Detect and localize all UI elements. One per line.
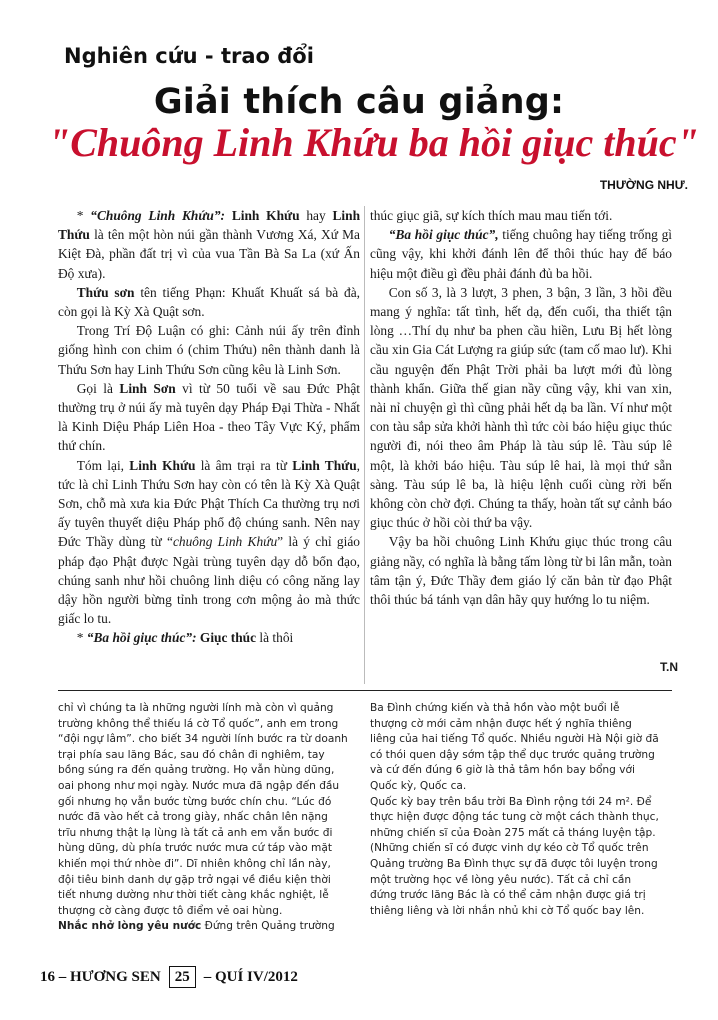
text-run: Gọi là (76, 380, 120, 396)
paragraph (370, 532, 672, 609)
text-run: là tên một hòn núi gần thành Vương Xá, Xứ Ma Kiệt Đà, phần đất trị vì của vua Tần Bà Sa La (xứ Ấn Độ xưa). (58, 227, 360, 281)
article-title-line1: Giải thích câu giảng: (153, 82, 565, 122)
text-run: Quốc kỳ bay trên bầu trời Ba Đình rộng tới 24 m². Để thực hiện được động tác tung cờ một cách thành thục, những chiến sĩ của Đoàn 275 mất cả tháng luyện tập. (370, 795, 659, 839)
page-footer (40, 966, 298, 988)
bottom-column-right (370, 701, 660, 919)
text-run: (Những chiến sĩ có được vinh dự kéo cờ Tổ quốc trên Quảng trường Ba Đình thực sự đã được tôi luyện trong một trường học về lòng yêu nước). Tất cả chỉ cần đứng trước lăng Bác là có thể cảm nhận được giá trị thiêng liêng và lời nhắn nhủ khi cờ Tổ quốc bay lên. (370, 842, 658, 917)
paragraph (58, 206, 360, 283)
paragraph (58, 379, 360, 456)
text-run: Đứng trên Quảng trường (201, 920, 335, 933)
text-run: , tức là chỉ Linh Thứu Sơn hay còn có tên là Kỳ Xà Quật Sơn, chỗ mà xưa kia Đức Phật Thích Ca thường trụ nơi ấy tuyên thuyết diệu Pháp phổ độ chúng sanh. Nên nay Đức Thầy dùng từ “ (58, 457, 360, 550)
text-run: ” là ý chỉ giáo pháp đạo Phật được Ngài trùng tuyên dạy dỗ bổn đạo, chúng sanh như hồi chuông linh diệu có công năng lay dậy hồn người bừng tỉnh trong cơn mộng ảo mà thức giấc lo tu. (58, 534, 360, 627)
author-name: THƯỜNG NHƯ. (599, 178, 688, 192)
text-run: Giục thúc (199, 630, 257, 646)
text-run: Nhắc nhở lòng yêu nước (58, 920, 202, 933)
text-run: Linh Khứu (129, 457, 196, 473)
article-signature: T.N (660, 660, 678, 674)
footer-right: – QUÍ IV/2012 (203, 968, 298, 985)
paragraph (58, 628, 360, 647)
footer-left: 16 – HƯƠNG SEN (40, 968, 161, 985)
text-run: tiếng chuông hay tiếng trống gì cũng vậy, khi khởi đánh lên để thôi thúc hay để báo hiệu một điều gì đều phải đánh đủ ba hồi. (370, 227, 672, 281)
text-run: “Ba hồi giục thúc”: (86, 630, 197, 646)
text-run: vì từ 50 tuổi về sau Đức Phật thường trụ ở núi ấy mà tuyên dạy Pháp Đại Thừa - Nhất là Kinh Diệu Pháp Liên Hoa - theo Tây Vực Ký, phẩm thứ chín. (58, 380, 360, 454)
text-run: chuông Linh Khứu (172, 534, 278, 550)
section-heading: Nghiên cứu - trao đổi (64, 44, 314, 68)
paragraph (370, 795, 660, 842)
paragraph (370, 701, 660, 795)
column-divider (364, 206, 365, 684)
text-run: “Chuông Linh Khứu”: (90, 208, 226, 223)
text-run: thúc giục giã, sự kích thích mau mau tiến tới. (370, 208, 613, 223)
text-run: là âm trại ra từ (195, 457, 293, 473)
article-title-line2: "Chuông Linh Khứu ba hồi giục thúc" (48, 120, 699, 165)
text-run: Linh Sơn (119, 380, 176, 396)
text-run: là thôi (256, 630, 294, 646)
paragraph (58, 456, 360, 629)
text-run: Linh Thứu (58, 208, 361, 243)
paragraph (370, 283, 672, 533)
text-run: Vậy ba hồi chuông Linh Khứu giục thúc trong câu giảng nầy, có nghĩa là bằng tấm lòng từ bi lân mẫn, toàn tâm tận ý, Đức Thầy đem giáo lý căn bản từ đạo Phật thôi thúc bá tánh vạn dân hãy quy hướng lo tu niệm. (370, 534, 672, 608)
paragraph (370, 841, 660, 919)
paragraph (58, 919, 348, 935)
text-run: Trong Trí Độ Luận có ghi: Cảnh núi ấy trên đỉnh giống hình con chim ó (chim Thứu) nên thành danh là Thứu Sơn hay Linh Thứu Sơn cũng kêu là Linh Sơn. (58, 323, 360, 377)
paragraph (58, 701, 348, 919)
text-run (225, 208, 232, 223)
bottom-column-left (58, 701, 348, 935)
text-run: Ba Đình chứng kiến và thả hồn vào một buổi lễ thượng cờ mới cảm nhận được hết ý nghĩa thiêng liêng của hai tiếng Tổ quốc. Nhiều người Hà Nội giờ đã có thói quen dậy sớm tập thể dục trước quảng trường và cứ đến đúng 6 giờ là thả tâm hồn bay bổng với Quốc kỳ, Quốc ca. (370, 702, 659, 792)
text-run: “Ba hồi giục thúc”, (388, 227, 499, 243)
text-run: chỉ vì chúng ta là những người lính mà còn vì quảng trường không thể thiếu lá cờ Tổ quốc”, anh em trong “đội ngự lâm”. cho biết 34 người lính bước ra từ doanh trại phía sau lăng Bác, sau đó chân đi nghiêm, tay bồng súng ra đến quảng trường. Họ vẫn hùng dũng, oai phong như mọi ngày. Nước mưa đã ngập đến đầu gối nhưng họ vẫn bước từng bước chín chu. “Lúc đó nước đã vào hết cả trong giày, nhấc chân lên nặng trĩu nhưng thật lạ lùng là tất cả anh em vẫn bước đi hùng dũng, dù phía trước nước mưa cứ táp vào mặt khiến mọi thứ nhòe đi”. Dĩ nhiên không chỉ lần này, đội tiêu binh danh dự gặp trở ngại về điều kiện thời tiết nhưng dường như thời tiết càng khắc nghiệt, lễ thượng cờ càng được tô điểm vẻ oai hùng. (58, 702, 348, 917)
paragraph (58, 321, 360, 379)
text-run: Linh Thứu (292, 457, 357, 473)
text-run: * (76, 208, 91, 223)
paragraph (370, 225, 672, 283)
paragraph (370, 206, 672, 225)
text-run: Tóm lại, (76, 457, 130, 473)
text-run: tên tiếng Phạn: Khuất Khuất sá bà đà, còn gọi là Kỳ Xà Quật sơn. (58, 284, 360, 320)
text-run: hay (299, 208, 333, 223)
text-run: Thứu sơn (76, 284, 135, 300)
article-column-left (58, 206, 360, 648)
text-run: Linh Khứu (231, 208, 300, 223)
text-run: * (76, 630, 87, 646)
section-rule (58, 690, 672, 691)
paragraph (58, 283, 360, 321)
article-column-right (370, 206, 672, 609)
footer-page-number: 25 (169, 966, 196, 988)
text-run: Con số 3, là 3 lượt, 3 phen, 3 bận, 3 lần, 3 hồi đều mang ý nghĩa: tất tình, hết dạ, đến cuối, tha thiết tận lòng …Thí dụ như ba phen cầu hiền, Lưu Bị hết lòng cầu xin Gia Cát Lượng ra giúp sức (tam cố mao lư). Khi cầu nguyện đến Phật Trời phải ba lượt mới đủ lòng thành khẩn. Giữa thế gian nầy cũng vậy, khi van xin, nài nỉ chuyện gì thì cũng phải hết dạ ba lần. Ví như một con tàu sắp sửa khởi hành thì tức còi báo hiệu giục thúc người đi, nói theo âm Pháp là tàu súp lê. Tàu súp lê một, là khởi báo hiệu. Tàu súp lê hai, là mọi thứ sẵn sàng. Tàu súp lê ba, là hiệu lệnh cuối cùng rời bến không còn chờ đợi. Chúng ta thấy, hoàn tất sự cảnh báo giục thúc ở hồi còi thứ ba vậy. (370, 284, 672, 531)
